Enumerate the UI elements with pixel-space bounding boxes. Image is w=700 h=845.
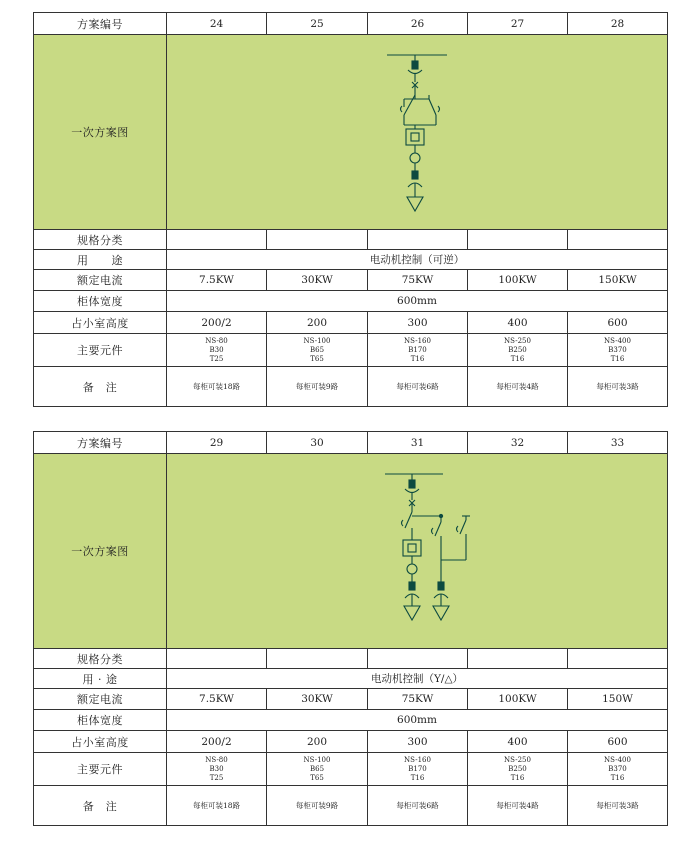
ground-icon xyxy=(404,606,420,620)
spec-class-row xyxy=(34,649,668,669)
header-label: 方案编号 xyxy=(34,13,167,35)
scheme-number: 31 xyxy=(368,432,468,454)
header-row xyxy=(34,432,668,454)
note-value: 每柜可装18路 xyxy=(167,367,267,407)
usage-value: 电动机控制（Y/△） xyxy=(167,669,668,689)
current-value: 75KW xyxy=(368,689,468,710)
scheme-number: 28 xyxy=(568,13,668,35)
thermal-relay-icon xyxy=(403,540,421,556)
terminal-icon xyxy=(412,171,418,179)
scheme-number: 29 xyxy=(167,432,267,454)
current-value: 100KW xyxy=(468,270,568,291)
height-value: 200 xyxy=(267,312,368,334)
components-cell: NS-100 B65 T65 xyxy=(267,753,368,786)
contactor-icon xyxy=(435,522,441,536)
current-transformer-icon xyxy=(407,564,417,574)
note-value: 每柜可装9路 xyxy=(267,367,368,407)
terminal-icon xyxy=(409,582,415,590)
current-value: 7.5KW xyxy=(167,270,267,291)
current-value: 30KW xyxy=(267,689,368,710)
current-value: 75KW xyxy=(368,270,468,291)
note-value: 每柜可装6路 xyxy=(368,367,468,407)
single-line-diagram xyxy=(167,35,668,230)
current-row xyxy=(34,689,668,710)
scheme-number: 27 xyxy=(468,13,568,35)
components-cell: NS-250 B250 T16 xyxy=(468,753,568,786)
spec-class-row xyxy=(34,230,668,250)
height-row xyxy=(34,312,668,334)
scheme-number: 26 xyxy=(368,13,468,35)
note-value: 每柜可装4路 xyxy=(468,367,568,407)
diagram-label: 一次方案图 xyxy=(34,35,167,230)
scheme-number: 32 xyxy=(468,432,568,454)
diagram-row xyxy=(34,35,668,230)
current-value: 30KW xyxy=(267,270,368,291)
width-row xyxy=(34,291,668,312)
usage-label: 用 途 xyxy=(34,250,167,270)
scheme-number: 30 xyxy=(267,432,368,454)
spec-class-label: 规格分类 xyxy=(34,649,167,669)
width-value: 600mm xyxy=(167,291,668,312)
contactor-icon xyxy=(405,512,412,528)
height-value: 300 xyxy=(368,731,468,753)
components-cell: NS-400 B370 T16 xyxy=(568,334,668,367)
circuit-diagram-reversing xyxy=(357,37,477,227)
plug-contact-icon xyxy=(408,70,422,74)
height-row xyxy=(34,731,668,753)
height-value: 600 xyxy=(568,731,668,753)
single-line-diagram xyxy=(167,454,668,649)
components-cell: NS-80 B30 T25 xyxy=(167,334,267,367)
components-cell: NS-400 B370 T16 xyxy=(568,753,668,786)
notes-row xyxy=(34,786,668,826)
height-value: 400 xyxy=(468,731,568,753)
scheme-number: 33 xyxy=(568,432,668,454)
spec-class-label: 规格分类 xyxy=(34,230,167,250)
current-value: 100KW xyxy=(468,689,568,710)
height-value: 600 xyxy=(568,312,668,334)
note-value: 每柜可装18路 xyxy=(167,786,267,826)
ground-icon xyxy=(407,197,423,211)
components-label: 主要元件 xyxy=(34,753,167,786)
width-value: 600mm xyxy=(167,710,668,731)
width-row xyxy=(34,710,668,731)
header-label: 方案编号 xyxy=(34,432,167,454)
components-cell: NS-160 B170 T16 xyxy=(368,334,468,367)
circuit-diagram-star-delta xyxy=(357,456,477,646)
note-value: 每柜可装3路 xyxy=(568,786,668,826)
contactor-icon xyxy=(404,95,415,115)
components-row xyxy=(34,753,668,786)
scheme-number: 25 xyxy=(267,13,368,35)
usage-row xyxy=(34,250,668,270)
terminal-icon xyxy=(412,61,418,69)
contactor-icon xyxy=(460,520,466,534)
width-label: 柜体宽度 xyxy=(34,710,167,731)
header-row xyxy=(34,13,668,35)
note-value: 每柜可装9路 xyxy=(267,786,368,826)
current-row xyxy=(34,270,668,291)
note-value: 每柜可装6路 xyxy=(368,786,468,826)
notes-label: 备 注 xyxy=(34,367,167,407)
note-value: 每柜可装3路 xyxy=(568,367,668,407)
diagram-row xyxy=(34,454,668,649)
height-label: 占小室高度 xyxy=(34,312,167,334)
current-transformer-icon xyxy=(410,153,420,163)
terminal-icon xyxy=(409,480,415,488)
width-label: 柜体宽度 xyxy=(34,291,167,312)
current-label: 额定电流 xyxy=(34,270,167,291)
notes-row xyxy=(34,367,668,407)
plug-contact-icon xyxy=(405,489,419,493)
components-cell: NS-160 B170 T16 xyxy=(368,753,468,786)
scheme-table-1 xyxy=(33,12,668,407)
usage-label: 用 · 途 xyxy=(34,669,167,689)
components-label: 主要元件 xyxy=(34,334,167,367)
components-cell: NS-80 B30 T25 xyxy=(167,753,267,786)
note-value: 每柜可装4路 xyxy=(468,786,568,826)
usage-row xyxy=(34,669,668,689)
current-value: 150W xyxy=(568,689,668,710)
current-value: 7.5KW xyxy=(167,689,267,710)
scheme-table-2 xyxy=(33,431,668,826)
current-label: 额定电流 xyxy=(34,689,167,710)
current-value: 150KW xyxy=(568,270,668,291)
height-value: 200/2 xyxy=(167,312,267,334)
height-value: 300 xyxy=(368,312,468,334)
height-value: 200/2 xyxy=(167,731,267,753)
height-value: 200 xyxy=(267,731,368,753)
components-cell: NS-250 B250 T16 xyxy=(468,334,568,367)
height-value: 400 xyxy=(468,312,568,334)
contactor-icon xyxy=(429,99,436,115)
diagram-label: 一次方案图 xyxy=(34,454,167,649)
height-label: 占小室高度 xyxy=(34,731,167,753)
scheme-number: 24 xyxy=(167,13,267,35)
terminal-icon xyxy=(438,582,444,590)
components-row xyxy=(34,334,668,367)
ground-icon xyxy=(433,606,449,620)
thermal-relay-icon xyxy=(406,129,424,145)
components-cell: NS-100 B65 T65 xyxy=(267,334,368,367)
notes-label: 备 注 xyxy=(34,786,167,826)
usage-value: 电动机控制（可逆） xyxy=(167,250,668,270)
